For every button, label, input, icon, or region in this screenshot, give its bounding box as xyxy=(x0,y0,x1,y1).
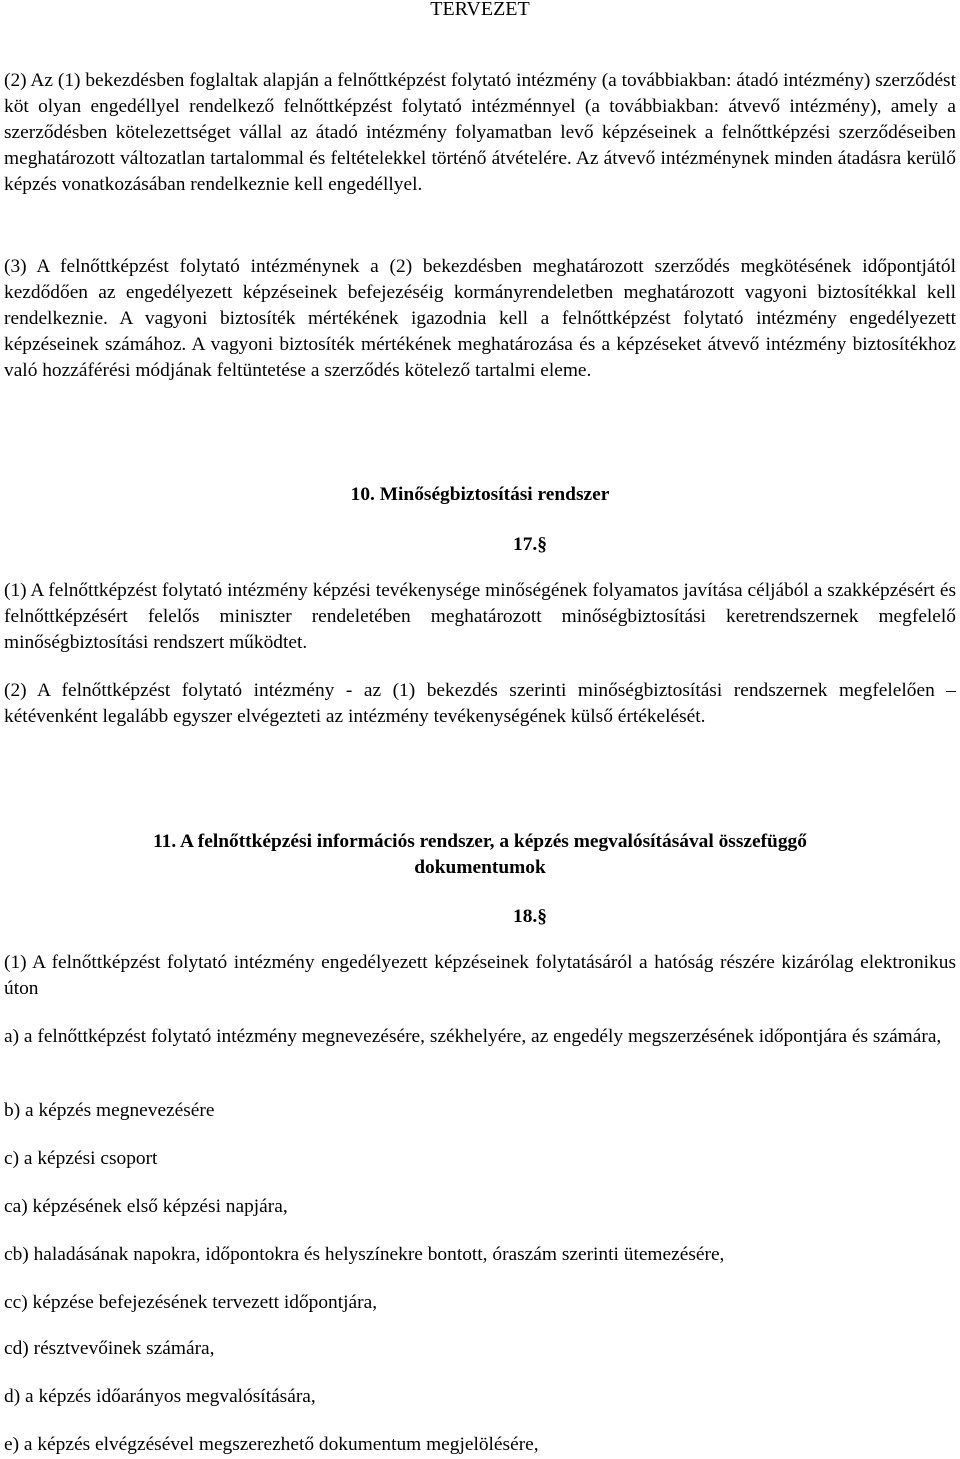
list-item-cb: cb) haladásának napokra, időpontokra és helyszínekre bontott, óraszám szerinti ütemezésére, xyxy=(4,1244,725,1265)
list-item-cd: cd) résztvevőinek számára, xyxy=(4,1338,215,1359)
section-18-number: 18.§ xyxy=(513,906,547,927)
section-17-number: 17.§ xyxy=(513,534,547,555)
list-item-c: c) a képzési csoport xyxy=(4,1148,158,1169)
section-11-heading-line-1: 11. A felnőttképzési információs rendszer, a képzés megvalósításával összefüggő xyxy=(153,831,807,852)
list-item-a: a) a felnőttképzést folytató intézmény megnevezésére, székhelyére, az engedély megszerzésének időpontjára és számára, xyxy=(4,1026,942,1047)
section-18-paragraph-1: (1) A felnőttképzést folytató intézmény engedélyezett képzéseinek folytatásáról a hatóság részére kizárólag elektronikus úton xyxy=(4,952,956,999)
section-17-paragraph-2: (2) A felnőttképzést folytató intézmény - az (1) bekezdés szerinti minőségbiztosítási rendszernek megfelelően – kétévenként legalább egyszer elvégezteti az intézmény tevékenységének külső értékelését. xyxy=(4,680,956,727)
draft-header: TERVEZET xyxy=(430,0,530,20)
section-10-heading: 10. Minőségbiztosítási rendszer xyxy=(350,484,610,505)
list-item-e: e) a képzés elvégzésével megszerezhető dokumentum megjelölésére, xyxy=(4,1434,539,1455)
section-17-paragraph-1: (1) A felnőttképzést folytató intézmény képzési tevékenysége minőségének folyamatos javítása céljából a szakképzésért és felnőttképzésért felelős miniszter rendeletében meghatározott minőségbiztosítási keretrendszernek megfelelő minőségbiztosítási rendszert működtet. xyxy=(4,580,956,653)
list-item-cc: cc) képzése befejezésének tervezett időpontjára, xyxy=(4,1292,378,1313)
list-item-b: b) a képzés megnevezésére xyxy=(4,1100,215,1121)
paragraph-2: (2) Az (1) bekezdésben foglaltak alapján a felnőttképzést folytató intézmény (a továbbiakban: átadó intézmény) szerződést köt olyan engedéllyel rendelkező felnőttképzést folytató intézménnyel (a továbbiakban: átvevő intézmény), amely a szerződésben kötelezettséget vállal az átadó intézmény folyamatban levő képzéseinek a felnőttképzési szerződéseiben meghatározott változatlan tartalommal és feltételekkel történő átvételére. Az átvevő intézménynek minden átadásra kerülő képzés vonatkozásában rendelkeznie kell engedéllyel. xyxy=(4,70,956,195)
list-item-d: d) a képzés időarányos megvalósítására, xyxy=(4,1386,316,1407)
paragraph-3: (3) A felnőttképzést folytató intézménynek a (2) bekezdésben meghatározott szerződés megkötésének időpontjától kezdődően az engedélyezett képzéseinek befejezéséig kormányrendeletben meghatározott vagyoni biztosítékkal kell rendelkeznie. A vagyoni biztosíték mértékének igazodnia kell a felnőttképzést folytató intézmény engedélyezett képzéseinek számához. A vagyoni biztosíték mértékének meghatározása és a képzéseket átvevő intézmény biztosítékhoz való hozzáférési módjának feltüntetése a szerződés kötelező tartalmi eleme. xyxy=(4,256,956,381)
section-11-heading-line-2: dokumentumok xyxy=(414,857,546,878)
list-item-ca: ca) képzésének első képzési napjára, xyxy=(4,1196,288,1217)
